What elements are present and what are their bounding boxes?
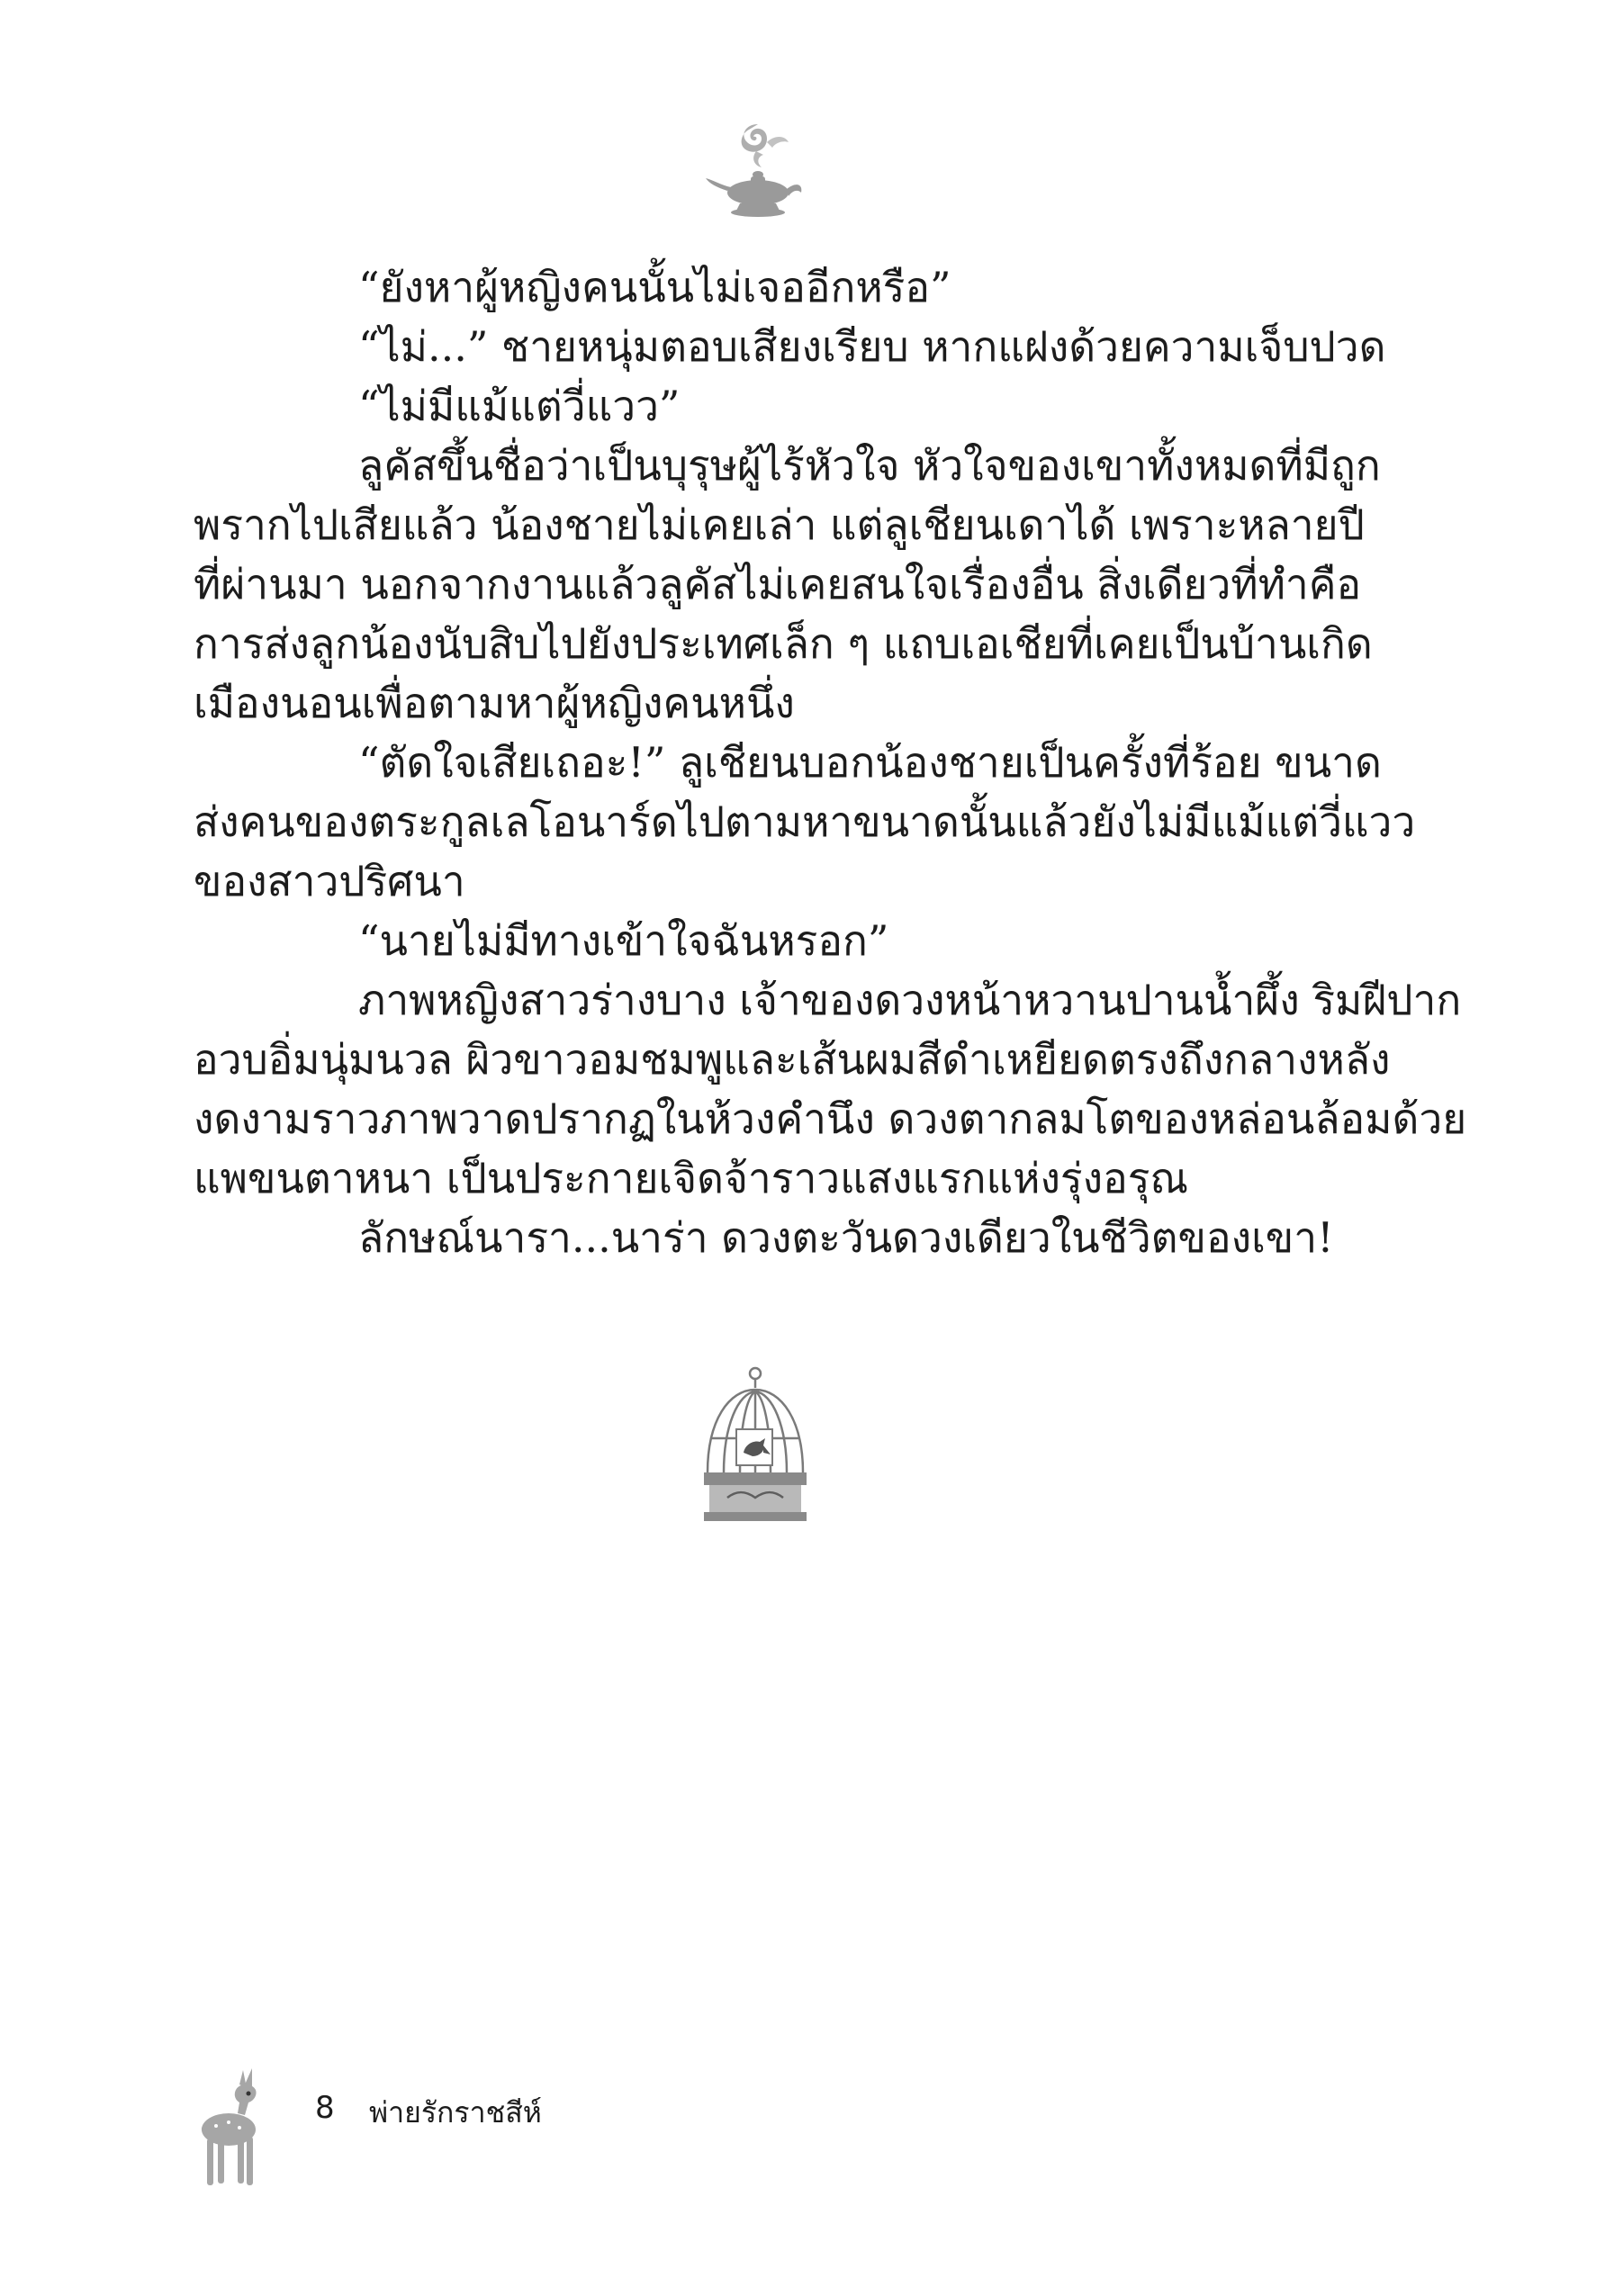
text-line: แพขนตาหนา เป็นประกายเจิดจ้าราวแสงแรกแห่งรุ่งอรุณ (194, 1154, 1189, 1202)
text-line: เมืองนอนเพื่อตามหาผู้หญิงคนหนึ่ง (194, 679, 795, 727)
page-number: 8 (315, 2090, 335, 2126)
text-line: การส่งลูกน้องนับสิบไปยังประเทศเล็ก ๆ แถบเอเชียที่เคยเป็นบ้านเกิด (194, 619, 1373, 668)
text-line: “นายไม่มีทางเข้าใจฉันหรอก” (358, 916, 889, 965)
text-line: ลูคัสขึ้นชื่อว่าเป็นบุรุษผู้ไร้หัวใจ หัวใจของเขาทั้งหมดที่มีถูก (358, 441, 1381, 490)
body-text (194, 257, 1467, 1267)
text-line: ที่ผ่านมา นอกจากงานแล้วลูคัสไม่เคยสนใจเรื่องอื่น สิ่งเดียวที่ทำคือ (194, 560, 1362, 608)
text-line: อวบอิ่มนุ่มนวล ผิวขาวอมชมพูและเส้นผมสีดำเหยียดตรงถึงกลางหลัง (194, 1035, 1391, 1084)
text-line: “ยังหาผู้หญิงคนนั้นไม่เจออีกหรือ” (358, 263, 951, 311)
text-line: งดงามราวภาพวาดปรากฏในห้วงคำนึง ดวงตากลมโตของหล่อนล้อมด้วย (194, 1094, 1467, 1143)
text-line: “ไม่...” ชายหนุ่มตอบเสียงเรียบ หากแฝงด้วยความเจ็บปวด (358, 322, 1386, 371)
text-line: “ตัดใจเสียเถอะ!” ลูเชียนบอกน้องชายเป็นครั้งที่ร้อย ขนาด (358, 738, 1382, 787)
text-line: ส่งคนของตระกูลเลโอนาร์ดไปตามหาขนาดนั้นแล้วยังไม่มีแม้แต่วี่แวว (194, 797, 1416, 846)
text-line: พรากไปเสียแล้ว น้องชายไม่เคยเล่า แต่ลูเชียนเดาได้ เพราะหลายปี (194, 500, 1365, 549)
text-line: ของสาวปริศนา (194, 857, 465, 905)
text-line: “ไม่มีแม้แต่วี่แวว” (358, 382, 681, 430)
genie-lamp-icon (702, 115, 819, 232)
fawn-icon (189, 2061, 275, 2196)
running-title: พ่ายรักราชสีห์ (369, 2095, 542, 2129)
birdcage-icon (697, 1366, 814, 1534)
page-footer (189, 2061, 729, 2196)
text-line: ลักษณ์นารา...นาร่า ดวงตะวันดวงเดียวในชีวิตของเขา! (358, 1213, 1334, 1262)
text-line: ภาพหญิงสาวร่างบาง เจ้าของดวงหน้าหวานปานน้ำผึ้ง ริมฝีปาก (358, 976, 1462, 1024)
